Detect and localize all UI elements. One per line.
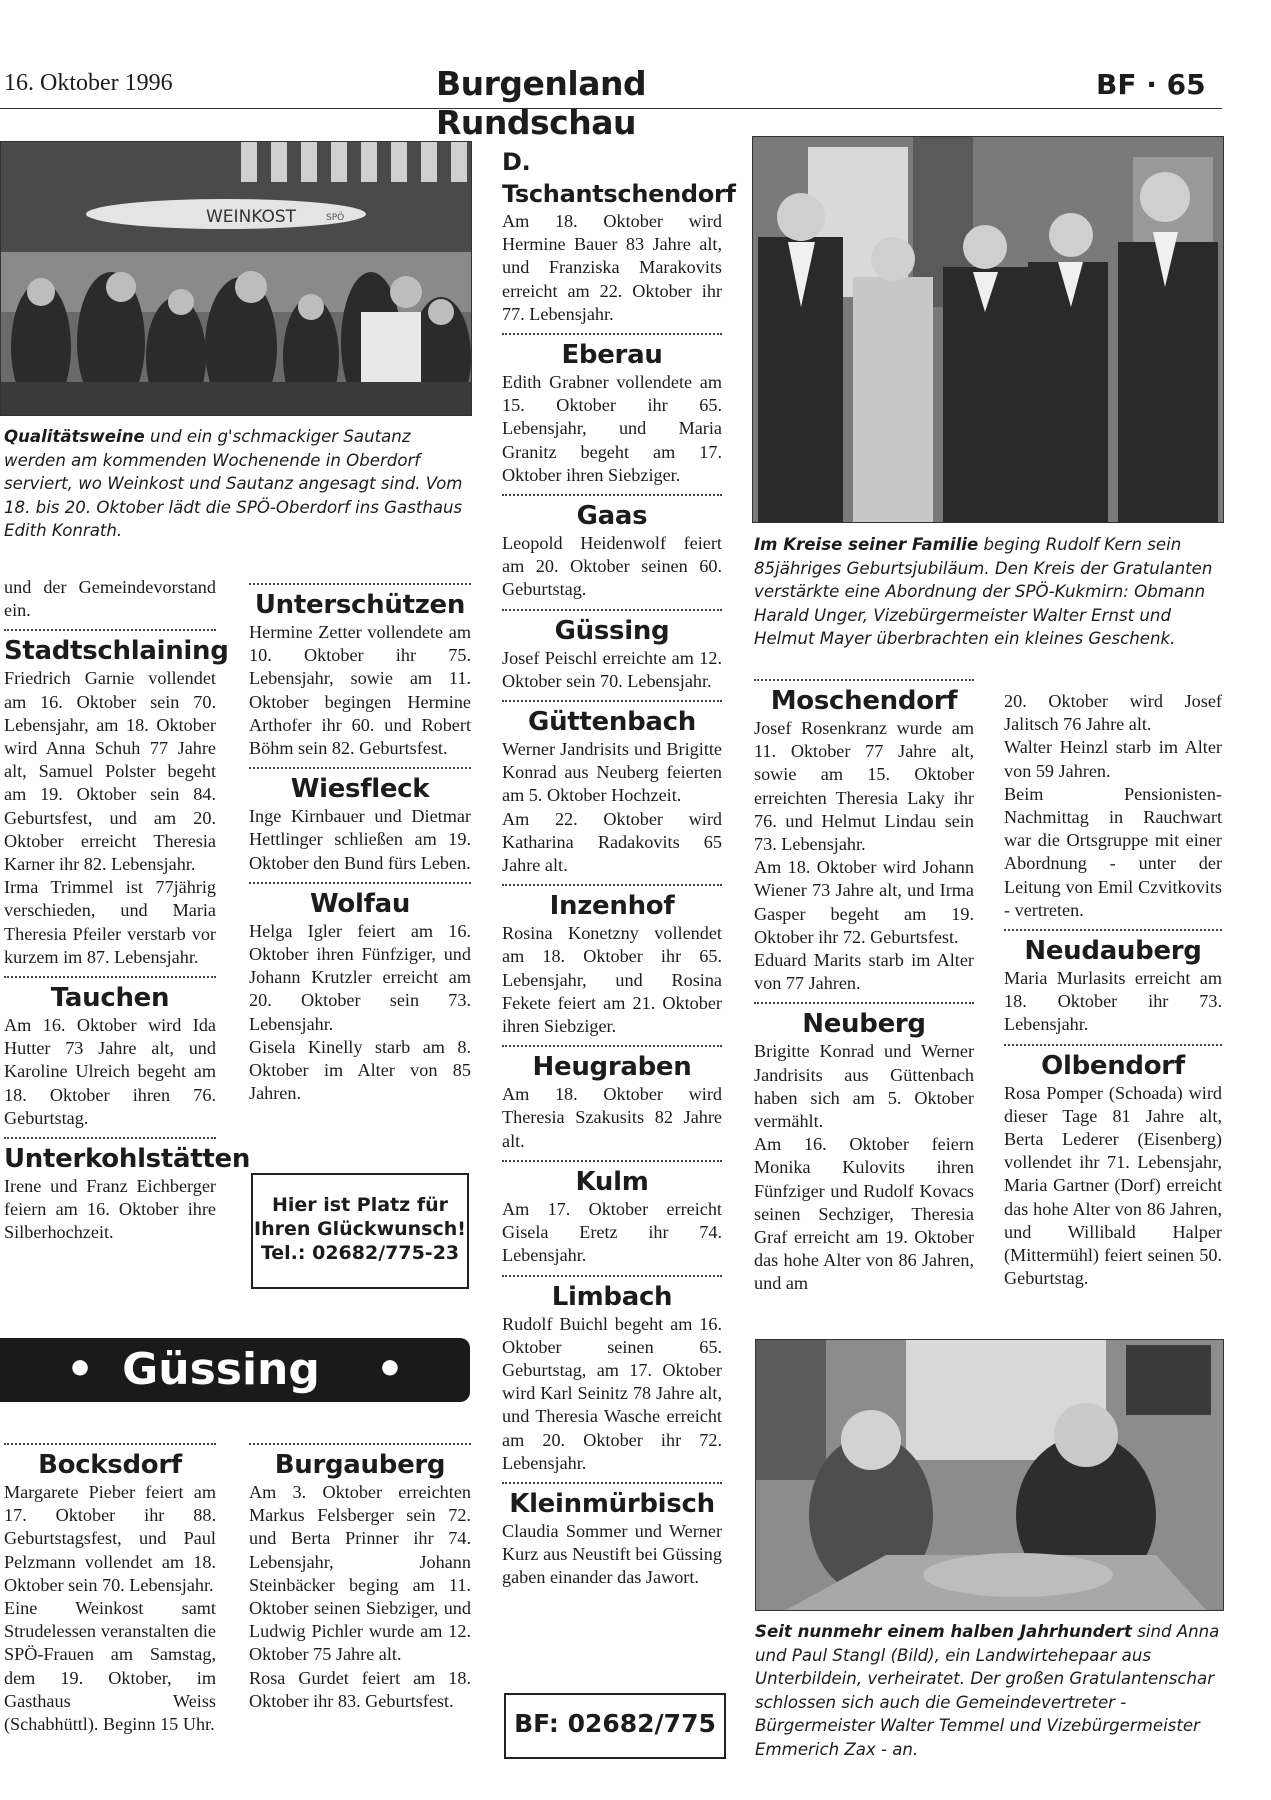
column-3 bbox=[502, 146, 736, 1590]
heading-heugraben: Heugraben bbox=[532, 1052, 692, 1083]
divider bbox=[4, 1443, 216, 1445]
text-moschendorf-3: Eduard Marits starb im Alter von 77 Jahren. bbox=[754, 950, 974, 994]
photo-family-image bbox=[753, 137, 1223, 522]
divider bbox=[4, 976, 216, 978]
heading-wolfau: Wolfau bbox=[309, 888, 411, 919]
caption-weinkost-lead: Qualitätsweine bbox=[4, 427, 145, 446]
photo-couple-image bbox=[756, 1340, 1223, 1610]
heading-eberau: Eberau bbox=[561, 340, 663, 371]
col1-intro: und der Gemeindevorstand ein. bbox=[4, 577, 216, 621]
heading-moschendorf: Moschendorf bbox=[770, 686, 958, 716]
divider bbox=[249, 1443, 471, 1445]
column-1 bbox=[4, 576, 251, 1245]
text-moschendorf-2: Am 18. Oktober wird Johann Wiener 73 Jahre alt, und Irma Gasper begeht am 19. Oktober ihr 72. Geburtsfest. bbox=[754, 857, 974, 947]
divider bbox=[502, 884, 722, 886]
heading-neuberg: Neuberg bbox=[802, 1009, 926, 1040]
divider bbox=[249, 882, 471, 884]
caption-couple-text: sind Anna und Paul Stangl (Bild), ein Landwirtehepaar aus Unterbildein, verheiratet. Der großen Gratulantenschar schlossen sich auch die Gemeindevertreter - Bürgermeister Walter Temmel und Vizebürgermeister Emmerich Zax - an. bbox=[755, 1622, 1220, 1759]
page-number: BF · 65 bbox=[1096, 68, 1206, 101]
divider bbox=[502, 333, 722, 335]
caption-family-lead: Im Kreise seiner Familie bbox=[754, 535, 979, 554]
ad-line-2: Ihren Glückwunsch! bbox=[254, 1218, 466, 1240]
photo-weinkost-image bbox=[1, 142, 471, 415]
heading-kulm: Kulm bbox=[575, 1166, 649, 1197]
text-neuberg: Brigitte Konrad und Werner Jandrisits aus Güttenbach haben sich am 5. Oktober vermählt. bbox=[754, 1041, 974, 1132]
text-kulm: Am 17. Oktober erreicht Gisela Eretz ihr 74. Lebensjahr. bbox=[502, 1198, 722, 1266]
heading-neudauberg: Neudauberg bbox=[1024, 936, 1202, 967]
column-5 bbox=[1004, 690, 1222, 1290]
text-burgauberg-2: Rosa Gurdet feiert am 18. Oktober ihr 83. Geburtsfest. bbox=[249, 1667, 471, 1711]
text-wolfau: Helga Igler feiert am 16. Oktober ihren Fünfziger, und Johann Krutzler erreicht am 20. Oktober sein 73. Lebensjahr. bbox=[249, 920, 471, 1034]
divider bbox=[4, 1137, 216, 1139]
weinkost-sign-text2: SPÖ bbox=[326, 213, 345, 223]
text-col5-cont-3: Beim Pensionisten-Nachmittag in Rauchwart war die Ortsgruppe mit einer Abordnung - unter der Leitung von Emil Czvitkovits - vertreten. bbox=[1004, 783, 1222, 920]
text-limbach: Rudolf Buichl begeht am 16. Oktober seinen 65. Geburtstag, am 17. Oktober wird Karl Seinitz 78 Jahre alt, und Theresia Wasche erreicht am 20. Oktober ihr 72. Lebensjahr. bbox=[502, 1313, 722, 1473]
heading-unterkohlstaetten: Unterkohlstätten bbox=[4, 1144, 251, 1175]
text-wolfau-2: Gisela Kinelly starb am 8. Oktober im Alter von 85 Jahren. bbox=[249, 1036, 471, 1104]
caption-couple bbox=[755, 1620, 1222, 1761]
heading-wiesfleck: Wiesfleck bbox=[290, 774, 430, 805]
heading-guettenbach: Güttenbach bbox=[528, 707, 696, 738]
text-moschendorf: Josef Rosenkranz wurde am 11. Oktober 77 Jahre alt, sowie am 15. Oktober erreichten Theresia Laky ihr 76. und Helmut Lindau sein 73. Lebensjahr. bbox=[754, 718, 974, 855]
divider bbox=[502, 700, 722, 702]
divider bbox=[249, 583, 471, 585]
text-kleinmuerbisch: Claudia Sommer und Werner Kurz aus Neustift bei Güssing gaben einander das Jawort. bbox=[502, 1520, 722, 1588]
heading-gaas: Gaas bbox=[576, 501, 648, 532]
photo-family bbox=[752, 136, 1224, 523]
column-1-bottom bbox=[4, 1436, 216, 1736]
text-guessing: Josef Peischl erreichte am 12. Oktober sein 70. Lebensjahr. bbox=[502, 647, 722, 691]
photo-weinkost bbox=[0, 141, 472, 416]
ad-phone-text: BF: 02682/775 bbox=[514, 1709, 716, 1738]
divider bbox=[249, 767, 471, 769]
banner-title: Güssing bbox=[122, 1344, 320, 1395]
issue-date: 16. Oktober 1996 bbox=[4, 70, 173, 96]
ad-phone bbox=[504, 1693, 726, 1759]
text-guettenbach: Werner Jandrisits und Brigitte Konrad aus Neuberg feierten am 5. Oktober Hochzeit. bbox=[502, 739, 722, 806]
divider bbox=[502, 609, 722, 611]
text-col5-cont: 20. Oktober wird Josef Jalitsch 76 Jahre alt. bbox=[1004, 691, 1222, 735]
text-bocksdorf: Margarete Pieber feiert am 17. Oktober ihr 88. Geburtstagsfest, und Paul Pelzmann vollendet am 18. Oktober sein 70. Lebensjahr. bbox=[4, 1482, 216, 1595]
text-stadtschlaining-2: Irma Trimmel ist 77jährig verschieden, und Maria Theresia Pfeiler verstarb vor kurzem im 87. Lebensjahr. bbox=[4, 877, 216, 967]
heading-unterschuetzen: Unterschützen bbox=[254, 590, 466, 620]
text-unterschuetzen: Hermine Zetter vollendete am 10. Oktober ihr 75. Lebensjahr, sowie am 11. Oktober begingen Hermine Arthofer ihr 60. und Robert Böhm sein 82. Geburtsfest. bbox=[249, 622, 471, 759]
divider bbox=[502, 1275, 722, 1277]
text-heugraben: Am 18. Oktober wird Theresia Szakusits 82 Jahre alt. bbox=[502, 1084, 722, 1151]
caption-couple-lead: Seit nunmehr einem halben Jahrhundert bbox=[755, 1622, 1132, 1641]
text-tschantschendorf: Am 18. Oktober wird Hermine Bauer 83 Jahre alt, und Franziska Marakovits erreicht am 22. Oktober ihr 77. Lebensjahr. bbox=[502, 211, 722, 324]
divider bbox=[754, 1002, 974, 1004]
heading-stadtschlaining: Stadtschlaining bbox=[4, 636, 229, 667]
text-bocksdorf-2: Eine Weinkost samt Strudelessen veranstalten die SPÖ-Frauen am Samstag, dem 19. Oktober, im Gasthaus Weiss (Schabhüttl). Beginn 15 Uhr. bbox=[4, 1598, 216, 1735]
text-stadtschlaining: Friedrich Garnie vollendet am 16. Oktober sein 70. Lebensjahr, am 18. Oktober wird Anna Schuh 77 Jahre alt, Samuel Polster begeht am 19. Oktober sein 84. Geburtsfest, und am 20. Oktober erreicht Theresia Karner ihr 82. Lebensjahr. bbox=[4, 668, 216, 875]
column-4 bbox=[754, 672, 974, 1296]
banner-bullet-left: • bbox=[66, 1344, 95, 1395]
heading-tschantschendorf: D. Tschantschendorf bbox=[502, 148, 736, 208]
text-wiesfleck: Inge Kirnbauer und Dietmar Hettlinger schließen am 19. Oktober den Bund fürs Leben. bbox=[249, 806, 471, 873]
heading-bocksdorf: Bocksdorf bbox=[38, 1450, 182, 1480]
banner-bullet-right: • bbox=[375, 1344, 404, 1395]
ad-glueckwunsch bbox=[251, 1173, 469, 1289]
text-tauchen: Am 16. Oktober wird Ida Hutter 73 Jahre alt, und Karoline Ulreich begeht am 18. Oktober ihren 76. Geburtstag. bbox=[4, 1015, 216, 1128]
caption-family-text: beging Rudolf Kern sein 85jähriges Geburtsjubiläum. Den Kreis der Gratulanten verstärkte eine Abordnung der SPÖ-Kukmirn: Obmann Harald Unger, Vizebürgermeister Walter Ernst und Helmut Mayer überbrachten ein kleines Geschenk. bbox=[754, 535, 1213, 648]
divider bbox=[4, 629, 216, 631]
column-2-bottom bbox=[249, 1436, 471, 1713]
weinkost-sign-text: WEINKOST bbox=[206, 207, 297, 227]
caption-weinkost bbox=[4, 425, 468, 543]
text-neudauberg: Maria Murlasits erreicht am 18. Oktober ihr 73. Lebensjahr. bbox=[1004, 968, 1222, 1035]
heading-olbendorf: Olbendorf bbox=[1041, 1050, 1185, 1081]
header-rule bbox=[0, 108, 1222, 109]
text-unterkohlstaetten: Irene und Franz Eichberger feiern am 16. Oktober ihre Silberhochzeit. bbox=[4, 1176, 216, 1243]
heading-limbach: Limbach bbox=[551, 1281, 673, 1312]
caption-family bbox=[754, 533, 1222, 651]
divider bbox=[502, 1160, 722, 1162]
text-burgauberg: Am 3. Oktober erreichten Markus Felsberger sein 72. und Berta Prinner ihr 74. Lebensjahr, Johann Steinbäcker beging am 11. Oktober seinen Siebziger, und Ludwig Pichler wurde am 12. Oktober 75 Jahre alt. bbox=[249, 1482, 471, 1665]
ad-line-1: Hier ist Platz für bbox=[272, 1194, 448, 1216]
text-col5-cont-2: Walter Heinzl starb im Alter von 59 Jahren. bbox=[1004, 737, 1222, 781]
text-olbendorf: Rosa Pomper (Schoada) wird dieser Tage 81 Jahre alt, Berta Lederer (Eisenberg) vollendet ihr 71. Lebensjahr, Maria Gartner (Dorf) erreicht das hohe Alter von 86 Jahren, und Willibald Halper (Mittermühl) feiert seinen 50. Geburtstag. bbox=[1004, 1082, 1222, 1289]
text-eberau: Edith Grabner vollendete am 15. Oktober ihr 65. Lebensjahr, und Maria Granitz begeht am 17. Oktober ihren Siebziger. bbox=[502, 372, 722, 485]
divider bbox=[502, 1045, 722, 1047]
divider bbox=[1004, 929, 1222, 931]
text-neuberg-2: Am 16. Oktober feiern Monika Kulovits ihren Fünfziger und Rudolf Kovacs seinen Sechziger, Theresia Graf erreicht am 19. Oktober das hohe Alter von 86 Jahren, und am bbox=[754, 1134, 974, 1294]
heading-inzenhof: Inzenhof bbox=[549, 891, 675, 922]
divider bbox=[754, 679, 974, 681]
divider bbox=[502, 1482, 722, 1484]
caption-weinkost-text: und ein g'schmackiger Sautanz werden am kommenden Wochenende in Oberdorf serviert, wo Weinkost und Sautanz angesagt sind. Vom 18. bis 20. Oktober lädt die SPÖ-Oberdorf ins Gasthaus Edith Konrath. bbox=[4, 427, 463, 540]
heading-guessing: Güssing bbox=[554, 615, 670, 646]
text-guettenbach-2: Am 22. Oktober wird Katharina Radakovits 65 Jahre alt. bbox=[502, 808, 722, 876]
text-inzenhof: Rosina Konetzny vollendet am 18. Oktober ihr 65. Lebensjahr, und Rosina Fekete feiert am 21. Oktober ihren Siebziger. bbox=[502, 923, 722, 1037]
text-gaas: Leopold Heidenwolf feiert am 20. Oktober seinen 60. Geburtstag. bbox=[502, 533, 722, 600]
region-banner bbox=[0, 1338, 470, 1402]
ad-line-3: Tel.: 02682/775-23 bbox=[260, 1242, 460, 1264]
divider bbox=[502, 494, 722, 496]
divider bbox=[1004, 1044, 1222, 1046]
newspaper-title: Burgenland Rundschau bbox=[436, 64, 647, 142]
column-2 bbox=[249, 576, 471, 1105]
heading-kleinmuerbisch: Kleinmürbisch bbox=[509, 1488, 715, 1519]
heading-tauchen: Tauchen bbox=[50, 983, 170, 1014]
heading-burgauberg: Burgauberg bbox=[274, 1450, 446, 1480]
photo-couple bbox=[755, 1339, 1224, 1611]
